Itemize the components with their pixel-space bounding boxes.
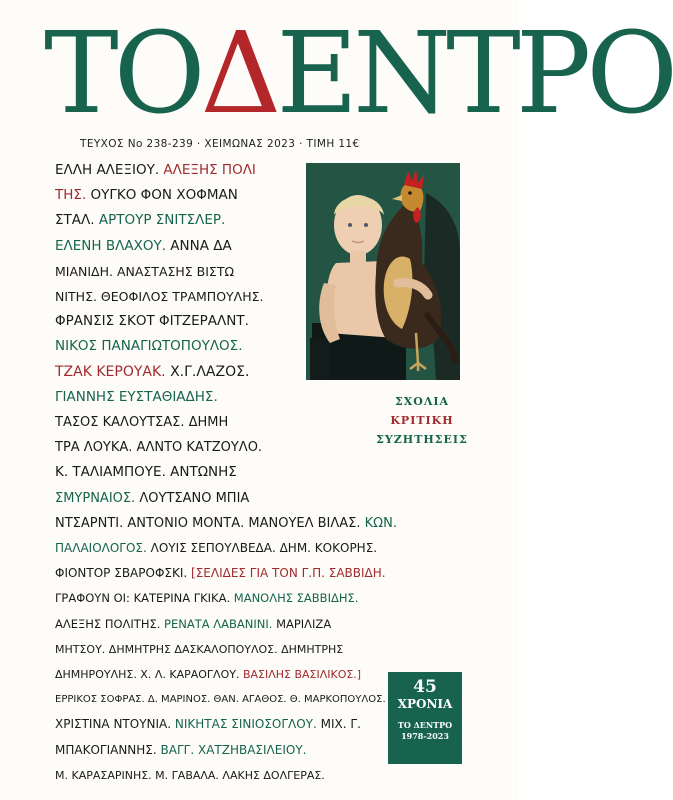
contents-entry: ΣΤΑΛ. [55, 212, 99, 229]
contents-row [55, 486, 465, 511]
topic-discussions: ΣΥΖΗΤΗΣΕΙΣ [376, 433, 468, 446]
masthead-title [44, 9, 673, 139]
contents-row [55, 637, 465, 662]
contents-entry: ΕΛΕΝΗ ΒΛΑΧΟΥ. [55, 237, 171, 254]
topics-list [366, 392, 478, 449]
contents-entry: ΑΛΕΞΗΣ ΠΟΛΙ [163, 162, 256, 178]
contents-entry: Κ. ΤΑΛΙΑΜΠΟΥΕ. ΑΝΤΩΝΗΣ [55, 464, 237, 481]
badge-years: 1978-2023 [401, 731, 449, 741]
contents-row [55, 460, 465, 485]
contents-entry: ΤΡΑ ΛΟΥΚΑ. ΑΛΝΤΟ ΚΑΤΖΟΥΛΟ. [55, 440, 263, 456]
contents-entry: ΕΛΛΗ ΑΛΕΞΙΟΥ. [55, 162, 164, 178]
contents-entry: ΔΗΜΗΡΟΥΛΗΣ. Χ. Λ. ΚΑΡΑΟΓΛΟΥ. [55, 668, 243, 682]
contents-entry: [ΣΕΛΙΔΕΣ ΓΙΑ ΤΟΝ Γ.Π. ΣΑΒΒΙΔΗ. [191, 566, 386, 581]
contents-row [55, 612, 465, 637]
issue-info: ΤΕΥΧΟΣ Νο 238-239 · ΧΕΙΜΩΝΑΣ 2023 · ΤΙΜΗ 11€ [80, 138, 360, 150]
contents-entry: ΜΑΡΙΛΙΖΑ [276, 616, 332, 631]
contents-entry: ΜΑΝΟΥΕΛ ΒΙΛΑΣ. [248, 515, 365, 531]
contents-entry: ΕΡΡΙΚΟΣ ΣΟΦΡΑΣ. Δ. ΜΑΡΙΝΟΣ. ΘΑΝ. ΑΓΑΘΟΣ. Θ. ΜΑΡΚΟΠΟΥΛΟΣ. [55, 694, 386, 706]
topic-comments: ΣΧΟΛΙΑ [394, 395, 450, 408]
masthead-part-delta: Δ [200, 9, 277, 139]
contents-entry: ΡΕΝΑΤΑ ΛΑΒΑΝΙΝΙ. [164, 616, 277, 631]
contents-entry: ΛΟΥΙΣ ΣΕΠΟΥΛΒΕΔΑ. ΔΗΜ. ΚΟΚΟΡΗΣ. [150, 541, 378, 556]
contents-entry: ΠΑΛΑΙΟΛΟΓΟΣ. [55, 541, 151, 556]
contents-entry: ΣΜΥΡΝΑΙΟΣ. [55, 490, 140, 506]
contents-entry: ΤΗΣ. [55, 187, 91, 204]
contents-entry: ΤΑΣΟΣ ΚΑΛΟΥΤΣΑΣ. ΔΗΜΗ [55, 415, 229, 431]
contents-entry: ΒΑΣΙΛΗΣ ΒΑΣΙΛΙΚΟΣ.] [242, 668, 362, 682]
contents-entry: Χ.Γ.ΛΑΖΟΣ. [170, 363, 250, 380]
contents-row [55, 586, 465, 611]
boy-with-rooster-image [306, 163, 460, 380]
contents-row [55, 511, 465, 536]
contents-entry: ΜΑΝΟΛΗΣ ΣΑΒΒΙΔΗΣ. [233, 591, 359, 606]
contents-entry: ΓΡΑΦΟΥΝ ΟΙ: ΚΑΤΕΡΙΝΑ ΓΚΙΚΑ. [55, 591, 234, 606]
badge-magazine: ΤΟ ΔΕΝΤΡΟ [397, 720, 453, 730]
cover-photo [306, 163, 460, 380]
contents-entry: ΑΡΤΟΥΡ ΣΝΙΤΣΛΕΡ. [98, 212, 226, 229]
masthead-part-to: ΤΟ [44, 9, 201, 139]
contents-entry: ΟΥΓΚΟ ΦΟΝ ΧΟΦΜΑΝ [90, 187, 238, 204]
badge-number: 45 [413, 677, 437, 697]
contents-entry: ΓΙΑΝΝΗΣ ΕΥΣΤΑΘΙΑΔΗΣ. [55, 388, 218, 405]
contents-row [55, 561, 465, 586]
contents-entry: ΚΩΝ. [364, 515, 397, 531]
contents-row [55, 763, 465, 788]
contents-entry: Μ. ΚΑΡΑΣΑΡΙΝΗΣ. Μ. ΓΑΒΑΛΑ. ΛΑΚΗΣ ΔΟΛΓΕΡΑΣ. [55, 768, 325, 782]
contents-entry: ΝΙΚΗΤΑΣ ΣΙΝΙΟΣΟΓΛΟΥ. [174, 717, 321, 732]
badge-word: ΧΡΟΝΙΑ [397, 697, 453, 711]
contents-entry: ΝΙΤΗΣ. ΘΕΟΦΙΛΟΣ ΤΡΑΜΠΟΥΛΗΣ. [55, 289, 264, 305]
contents-entry: ΑΛΕΞΗΣ ΠΟΛΙΤΗΣ. [55, 616, 165, 631]
topic-criticism: ΚΡΙΤΙΚΗ [390, 414, 454, 427]
contents-entry: ΜΙΑΝΙΔΗ. ΑΝΑΣΤΑΣΗΣ ΒΙΣΤΩ [55, 263, 235, 279]
masthead-part-rest: ΕΝΤΡΟ [276, 9, 673, 139]
contents-entry: ΜΙΧ. Γ. [320, 717, 361, 732]
contents-entry: ΜΗΤΣΟΥ. ΔΗΜΗΤΡΗΣ ΔΑΣΚΑΛΟΠΟΥΛΟΣ. ΔΗΜΗΤΡΗΣ [55, 642, 344, 656]
contents-entry: ΒΑΓΓ. ΧΑΤΖΗΒΑΣΙΛΕΙΟΥ. [160, 742, 307, 757]
contents-entry: ΦΙΟΝΤΟΡ ΣΒΑΡΟΦΣΚΙ. [55, 566, 192, 581]
contents-entry: ΝΤΣΑΡΝΤΙ. ΑΝΤΟΝΙΟ ΜΟΝΤΑ. [55, 515, 249, 531]
contents-row [55, 536, 465, 561]
contents-entry: ΜΠΑΚΟΓΙΑΝΝΗΣ. [55, 742, 161, 757]
contents-entry: ΤΖΑΚ ΚΕΡΟΥΑΚ. [55, 363, 171, 380]
contents-entry: ΦΡΑΝΣΙΣ ΣΚΟΤ ΦΙΤΖΕΡΑΛΝΤ. [55, 313, 249, 330]
contents-entry: ΛΟΥΤΣΑΝΟ ΜΠΙΑ [139, 490, 250, 506]
anniversary-badge [388, 672, 462, 764]
contents-entry: ΧΡΙΣΤΙΝΑ ΝΤΟΥΝΙΑ. [55, 717, 175, 732]
contents-entry: ΝΙΚΟΣ ΠΑΝΑΓΙΩΤΟΠΟΥΛΟΣ. [55, 338, 243, 355]
contents-entry: ΑΝΝΑ ΔΑ [170, 237, 232, 254]
